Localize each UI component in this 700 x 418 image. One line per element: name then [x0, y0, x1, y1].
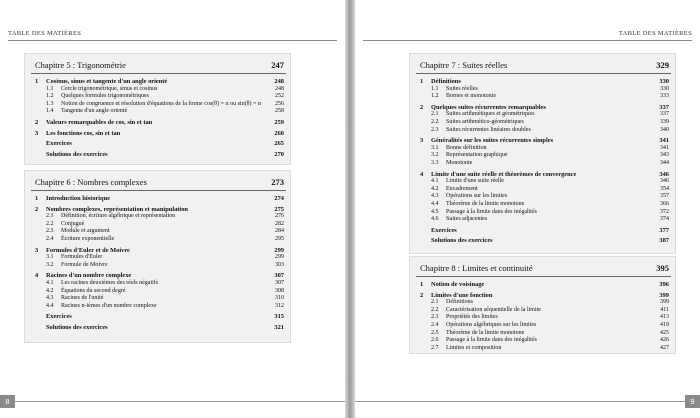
running-head: TABLE DES MATIÈRES [8, 30, 82, 37]
toc-entry-page: 321 [274, 323, 284, 331]
toc-entry-number: 1.4 [46, 108, 54, 115]
toc-entry-sub[interactable] [410, 152, 675, 160]
toc-entry-label [431, 227, 457, 235]
toc-entry-text: Formules d'Euler [61, 254, 103, 261]
toc-entry-number: 2.3 [46, 228, 54, 235]
toc-entry-sub[interactable] [25, 303, 290, 311]
toc-entry-sub[interactable] [410, 307, 675, 315]
chapter-title-row[interactable] [410, 257, 675, 273]
toc-entry-label [420, 281, 484, 289]
toc-entry-page: 333 [660, 93, 669, 100]
toc-entry-number: 1 [420, 281, 424, 288]
toc-entry-page: 337 [660, 111, 669, 118]
toc-entry-label [420, 322, 536, 330]
toc-entry-section[interactable] [410, 281, 675, 289]
toc-entry-page: 256 [275, 100, 284, 107]
toc-entry-label [35, 247, 130, 255]
toc-entry-label [420, 330, 524, 338]
toc-entry-sub[interactable] [410, 216, 675, 224]
toc-entry-section[interactable] [25, 78, 290, 86]
chapter-title: Chapitre 7 : Suites réelles [420, 60, 508, 70]
toc-entry-number: 4.2 [46, 287, 54, 294]
toc-entry-text: Définitions [446, 299, 473, 306]
toc-entry-sub[interactable] [25, 108, 290, 116]
chapter-6-box [24, 170, 291, 343]
page-number: 8 [0, 395, 15, 408]
toc-entry-text: Tangente d'un angle orienté [61, 108, 128, 115]
toc-entry-text: Définitions [431, 78, 461, 85]
toc-entry-text: Propriétés des limites [446, 314, 498, 321]
toc-entry-label [420, 127, 531, 135]
toc-entry-sub[interactable] [410, 314, 675, 322]
toc-entry-sub[interactable] [25, 228, 290, 236]
toc-entry-text: Formule de Moivre [61, 261, 108, 268]
toc-entry-text: Solutions des exercices [46, 323, 108, 331]
toc-entry-label [35, 130, 120, 138]
toc-entry-number: 1.3 [46, 100, 54, 107]
toc-entry-page: 354 [660, 185, 669, 192]
chapter-page: 329 [656, 60, 669, 70]
toc-entry-page: 275 [274, 205, 284, 213]
toc-entry-label [420, 145, 487, 153]
footer-rule [355, 401, 685, 402]
toc-entry-number: 1.2 [46, 93, 54, 100]
toc-entry-label [420, 186, 478, 194]
toc-entry-page: 343 [660, 152, 669, 159]
toc-entry-text: Opérations algébriques sur les limites [446, 321, 537, 328]
header-rule [363, 40, 692, 41]
right-page [355, 0, 700, 418]
toc-entry-label [35, 213, 175, 221]
toc-entry-number: 2.2 [431, 306, 439, 313]
toc-entry-text: Opérations sur les limites [446, 193, 508, 200]
toc-entry-number: 4.6 [431, 216, 439, 223]
toc-entry-label [420, 86, 478, 94]
toc-entry-number: 2.4 [46, 235, 54, 242]
toc-entry-page: 284 [275, 228, 284, 235]
toc-entry-sub[interactable] [25, 254, 290, 262]
toc-entry-text: Solutions des exercices [46, 150, 108, 158]
toc-entry-page: 387 [659, 237, 669, 245]
toc-entry-text: Valeurs remarquables de cos, sin et tan [46, 118, 153, 126]
toc-entry-page: 303 [275, 261, 284, 268]
toc-entry-section[interactable] [25, 119, 290, 127]
toc-entry-text: Définition, écriture algébrique et représentation [61, 213, 176, 220]
toc-entry-number: 4 [35, 272, 39, 280]
toc-entry-page: 260 [274, 129, 284, 137]
chapter-title-row[interactable] [25, 171, 290, 187]
header-rule [8, 40, 337, 41]
toc-entry-number: 4.3 [431, 193, 439, 200]
toc-entry-page: 258 [275, 108, 284, 115]
toc-entry-number: 2.1 [431, 111, 439, 118]
toc-entry-number: 3.3 [431, 159, 439, 166]
chapter-title: Chapitre 8 : Limites et continuité [420, 263, 533, 273]
chapter-title-row[interactable] [25, 54, 290, 70]
toc-entry-number: 2.5 [431, 329, 439, 336]
toc-entry-number: 4.5 [431, 208, 439, 215]
toc-entry-label [420, 78, 461, 86]
toc-entry-page: 399 [659, 291, 669, 299]
toc-entry-label [35, 221, 84, 229]
toc-entry-page: 265 [274, 140, 284, 148]
toc-entry-label [46, 151, 108, 159]
toc-entry-number: 4.3 [46, 295, 54, 302]
toc-entry-text: Équations du second degré [61, 287, 126, 294]
toc-entry-page: 413 [660, 314, 669, 321]
toc-entry-text: Écriture exponentielle [61, 235, 115, 242]
toc-entry-number: 2 [420, 291, 424, 299]
toc-entry-label [420, 201, 524, 209]
toc-entry-page: 295 [275, 235, 284, 242]
toc-entry-number: 1 [420, 78, 424, 85]
toc-entry-label [420, 307, 541, 315]
toc-entry-number: 4.1 [46, 279, 54, 286]
toc-entry-sub[interactable] [410, 193, 675, 201]
toc-entry-number: 3 [35, 246, 39, 254]
toc-entry-extra[interactable] [25, 313, 290, 321]
toc-entry-text: Suites adjacentes [446, 216, 488, 223]
toc-entry-number: 3.1 [431, 144, 439, 151]
toc-entry-sub[interactable] [25, 93, 290, 101]
toc-entry-sub[interactable] [410, 93, 675, 101]
toc-entry-page: 419 [660, 321, 669, 328]
toc-entry-page: 315 [274, 313, 284, 321]
toc-entry-page: 312 [275, 302, 284, 309]
toc-entry-label [35, 228, 110, 236]
toc-entry-number: 4.1 [431, 178, 439, 185]
toc-entry-page: 425 [660, 329, 669, 336]
toc-entry-number: 3 [35, 129, 39, 137]
chapter-page: 247 [271, 60, 284, 70]
toc-entry-label [420, 209, 537, 217]
toc-entry-page: 276 [275, 213, 284, 220]
toc-entry-sub[interactable] [25, 280, 290, 288]
toc-entry-label [35, 280, 158, 288]
toc-entry-page: 340 [660, 126, 669, 133]
toc-entry-label [431, 237, 493, 245]
toc-entry-text: Racines n-ièmes d'un nombre complexe [61, 302, 157, 309]
toc-entry-sub[interactable] [410, 145, 675, 153]
toc-entry-sub[interactable] [25, 101, 290, 109]
toc-entry-page: 426 [660, 337, 669, 344]
toc-entry-label [35, 78, 167, 86]
toc-entry-text: Bornes et monotonie [446, 93, 496, 100]
running-head: TABLE DES MATIÈRES [618, 30, 692, 37]
toc-entry-text: Caractérisation séquentielle de la limite [446, 306, 541, 313]
toc-entry-page: 339 [660, 118, 669, 125]
chapter-5-box [24, 53, 291, 165]
chapter-8-box [409, 256, 676, 354]
toc-entry-label [35, 303, 157, 311]
toc-entry-text: Suites récurrentes linéaires doubles [446, 126, 531, 133]
toc-entry-sub[interactable] [25, 221, 290, 229]
toc-entry-page: 308 [275, 287, 284, 294]
toc-entry-page: 310 [275, 295, 284, 302]
toc-entry-page: 341 [660, 144, 669, 151]
chapter-rule [31, 73, 286, 74]
toc-entry-text: Introduction historique [46, 195, 110, 202]
toc-entry-page: 299 [275, 254, 284, 261]
toc-entry-text: Cercle trigonométrique, sinus et cosinus [61, 85, 158, 92]
toc-entry-page: 248 [275, 85, 284, 92]
toc-entry-sub[interactable] [410, 330, 675, 338]
toc-entry-label [35, 108, 127, 116]
toc-entry-section[interactable] [410, 137, 675, 145]
toc-entry-text: Limite d'une suite réelle et théorèmes de convergence [431, 170, 577, 178]
toc-entry-section[interactable] [25, 130, 290, 138]
toc-entry-page: 346 [659, 170, 669, 178]
toc-entry-label [35, 119, 152, 127]
toc-entry-label [420, 111, 534, 119]
toc-entry-text: Notion de congruence et résolution d'équations de la forme cos(θ) = α ou sin(θ) = α [61, 100, 261, 107]
toc-entry-number: 3.1 [46, 254, 54, 261]
toc-entry-label [35, 254, 102, 262]
toc-entry-text: Suites réelles [446, 85, 478, 92]
toc-entry-extra[interactable] [25, 324, 290, 332]
page-number: 9 [685, 395, 700, 408]
toc-entry-section[interactable] [25, 195, 290, 203]
toc-entry-text: Conjugué [61, 220, 85, 227]
chapter-page: 273 [271, 177, 284, 187]
toc-entry-page: 357 [660, 193, 669, 200]
toc-entry-label [420, 216, 487, 224]
toc-entry-text: Passage à la limite dans des inégalités [446, 208, 537, 215]
toc-entry-sub[interactable] [410, 201, 675, 209]
toc-entry-text: Cosinus, sinus et tangente d'un angle orienté [46, 78, 168, 85]
toc-entry-number: 1.1 [431, 85, 439, 92]
toc-entry-page: 427 [660, 344, 669, 351]
toc-entry-sub[interactable] [410, 186, 675, 194]
toc-entry-text: Solutions des exercices [431, 237, 493, 245]
toc-entry-page: 374 [660, 216, 669, 223]
chapter-rule [416, 276, 671, 277]
toc-entry-label [420, 178, 504, 186]
toc-entry-text: Passage à la limite dans des inégalités [446, 337, 537, 344]
toc-entry-sub[interactable] [410, 209, 675, 217]
toc-entry-text: Représentation graphique [446, 152, 508, 159]
toc-entry-text: Quelques formules trigonométriques [61, 93, 149, 100]
toc-entry-text: Limites d'une fonction [431, 291, 493, 299]
toc-entry-number: 1.2 [431, 93, 439, 100]
toc-entry-sub[interactable] [410, 345, 675, 353]
toc-entry-label [35, 272, 131, 280]
toc-entry-sub[interactable] [410, 111, 675, 119]
toc-entry-sub[interactable] [410, 178, 675, 186]
toc-entry-sub[interactable] [25, 295, 290, 303]
toc-entry-number: 2.4 [431, 321, 439, 328]
toc-entry-text: Théorème de la limite monotone [446, 200, 525, 207]
toc-entry-label [420, 345, 501, 353]
toc-entry-sub[interactable] [25, 236, 290, 244]
toc-entry-text: Exercices [46, 140, 72, 148]
toc-entry-page: 248 [274, 78, 284, 85]
toc-entry-number: 2.2 [46, 220, 54, 227]
toc-entry-text: Suites arithmético-géométriques [446, 118, 524, 125]
toc-entry-number: 2 [420, 103, 424, 111]
toc-entry-label [46, 140, 72, 148]
toc-entry-section[interactable] [25, 247, 290, 255]
toc-entry-section[interactable] [410, 171, 675, 179]
footer-rule [15, 401, 345, 402]
toc-entry-text: Exercices [46, 313, 72, 321]
toc-entry-text: Racines d'un nombre complexe [46, 272, 132, 280]
toc-entry-number: 4 [420, 170, 424, 178]
toc-entry-number: 2.2 [431, 118, 439, 125]
toc-entry-sub[interactable] [410, 299, 675, 307]
toc-entry-page: 399 [660, 299, 669, 306]
toc-entry-number: 2.7 [431, 344, 439, 351]
toc-entry-text: Suites arithmétiques et géométriques [446, 111, 535, 118]
toc-entry-number: 4.4 [431, 200, 439, 207]
toc-entry-label [420, 193, 507, 201]
toc-entry-label [35, 195, 110, 203]
toc-entry-label [420, 299, 473, 307]
chapter-rule [31, 190, 286, 191]
toc-entry-page: 396 [659, 281, 669, 288]
toc-entry-page: 341 [659, 137, 669, 145]
toc-entry-page: 252 [275, 93, 284, 100]
book-gutter [345, 0, 355, 418]
toc-entry-page: 344 [660, 159, 669, 166]
toc-entry-text: Encadrement [446, 185, 478, 192]
toc-entry-label [420, 104, 546, 112]
toc-entry-text: Exercices [431, 226, 457, 234]
toc-entry-number: 2 [35, 118, 39, 126]
toc-entry-section[interactable] [25, 272, 290, 280]
chapter-7-box [409, 53, 676, 254]
toc-entry-label [420, 93, 496, 101]
chapter-rule [416, 73, 671, 74]
toc-entry-label [420, 160, 472, 168]
toc-entry-label [46, 324, 108, 332]
toc-entry-page: 274 [274, 195, 284, 202]
toc-entry-text: Les fonctions cos, sin et tan [46, 129, 121, 137]
toc-entry-text: Bonne définition [446, 144, 487, 151]
toc-entry-number: 4.2 [431, 185, 439, 192]
toc-entry-extra[interactable] [410, 227, 675, 235]
toc-entry-sub[interactable] [410, 322, 675, 330]
chapter-title-row[interactable] [410, 54, 675, 70]
toc-entry-number: 2 [35, 205, 39, 213]
chapter-title: Chapitre 5 : Trigonométrie [35, 60, 126, 70]
toc-entry-sub[interactable] [410, 160, 675, 168]
toc-entry-sub[interactable] [410, 119, 675, 127]
toc-entry-number: 1 [35, 78, 39, 85]
toc-entry-label [35, 93, 149, 101]
toc-entry-label [35, 262, 108, 270]
toc-entry-label [420, 152, 507, 160]
toc-entry-label [420, 171, 576, 179]
toc-entry-sub[interactable] [25, 288, 290, 296]
toc-entry-sub[interactable] [410, 337, 675, 345]
toc-entry-page: 282 [275, 220, 284, 227]
toc-entry-number: 2.3 [431, 314, 439, 321]
toc-entry-page: 337 [659, 103, 669, 111]
toc-entry-label [420, 314, 498, 322]
toc-entry-number: 3 [420, 137, 424, 145]
toc-entry-number: 2.6 [431, 337, 439, 344]
toc-entry-text: Les racines deuxièmes des réels négatifs [61, 279, 159, 286]
toc-entry-label [420, 137, 553, 145]
toc-entry-number: 1 [35, 195, 39, 202]
toc-entry-page: 372 [660, 208, 669, 215]
toc-entry-number: 3.2 [431, 152, 439, 159]
toc-entry-page: 330 [659, 78, 669, 85]
toc-entry-text: Racines de l'unité [61, 295, 104, 302]
toc-entry-page: 307 [274, 272, 284, 280]
toc-entry-text: Limite d'une suite réelle [446, 178, 504, 185]
toc-entry-text: Notion de voisinage [431, 281, 485, 288]
toc-entry-label [420, 119, 524, 127]
toc-entry-sub[interactable] [410, 86, 675, 94]
toc-entry-text: Module et argument [61, 228, 110, 235]
toc-entry-number: 2.1 [46, 213, 54, 220]
left-page [0, 0, 345, 418]
toc-entry-label [35, 288, 125, 296]
toc-entry-number: 2.1 [431, 299, 439, 306]
toc-entry-number: 4.4 [46, 302, 54, 309]
toc-entry-extra[interactable] [25, 140, 290, 148]
toc-entry-page: 307 [275, 279, 284, 286]
toc-entry-label [35, 295, 103, 303]
toc-entry-label [35, 101, 261, 109]
toc-entry-number: 2.3 [431, 126, 439, 133]
toc-entry-text: Limites et composition [446, 344, 502, 351]
toc-entry-page: 270 [274, 150, 284, 158]
toc-entry-extra[interactable] [25, 151, 290, 159]
toc-entry-section[interactable] [410, 104, 675, 112]
toc-entry-number: 3.2 [46, 261, 54, 268]
toc-entry-page: 411 [660, 306, 669, 313]
toc-entry-text: Formules d'Euler et de Moivre [46, 246, 130, 254]
toc-entry-sub[interactable] [25, 213, 290, 221]
toc-entry-label [35, 236, 114, 244]
toc-entry-page: 366 [660, 200, 669, 207]
toc-entry-page: 346 [660, 178, 669, 185]
toc-entry-extra[interactable] [410, 237, 675, 245]
toc-entry-text: Monotonie [446, 159, 473, 166]
toc-entry-label [420, 337, 537, 345]
toc-entry-sub[interactable] [410, 127, 675, 135]
toc-entry-text: Nombres complexes, représentation et manipulation [46, 205, 188, 213]
toc-entry-label [46, 313, 72, 321]
toc-entry-page: 259 [274, 118, 284, 126]
toc-entry-sub[interactable] [25, 262, 290, 270]
toc-entry-text: Quelques suites récurrentes remarquables [431, 103, 546, 111]
chapter-page: 395 [656, 263, 669, 273]
toc-entry-number: 1.1 [46, 85, 54, 92]
toc-entry-text: Généralités sur les suites récurrentes simples [431, 137, 554, 145]
toc-entry-page: 299 [274, 246, 284, 254]
toc-entry-page: 377 [659, 226, 669, 234]
chapter-title: Chapitre 6 : Nombres complexes [35, 177, 147, 187]
toc-entry-section[interactable] [410, 78, 675, 86]
toc-entry-page: 330 [660, 85, 669, 92]
toc-entry-text: Théorème de la limite monotone [446, 329, 525, 336]
